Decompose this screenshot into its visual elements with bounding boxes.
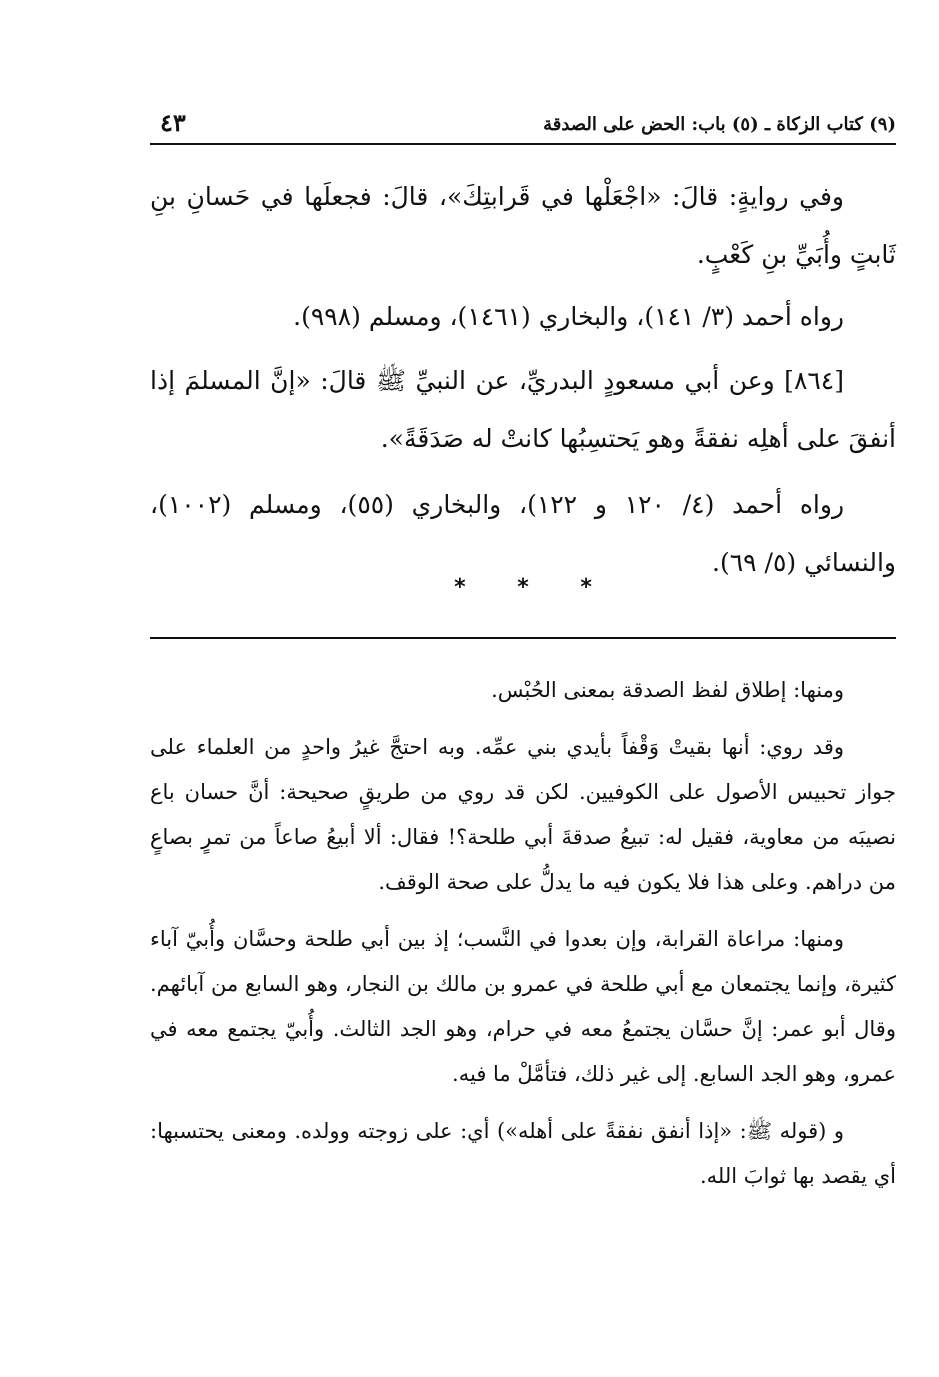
section-separator: * * * (454, 575, 592, 600)
footnote-rule (150, 637, 896, 639)
commentary-paragraph: ومنها: مراعاة القرابة، وإن بعدوا في النَّسب؛ إذ بين أبي طلحة وحسَّان وأُبيّ آباء كثيرة، وإنما يجتمعان مع أبي طلحة في عمرو بن مالك بن النجار، وهو السابع من آبائهم. وقال أبو عمر: إنَّ حسَّان يجتمعُ معه في حرام، وهو الجد الثالث. وأُبيّ يجتمع معه في عمرو، وهو الجد السابع. إلى غير ذلك، فتأمَّلْ ما فيه. (150, 927, 896, 1086)
commentary-text (150, 668, 896, 1199)
commentary-paragraph: وقد روي: أنها بقيتْ وَقْفاً بأيدي بني عمِّه. وبه احتجَّ غيرُ واحدٍ من العلماء على جواز تحبيس الأصول على الكوفيين. لكن قد روي من طريقٍ صحيحة: أنَّ حسان باع نصيبَه من معاوية، فقيل له: تبيعُ صدقةَ أبي طلحة؟! فقال: ألا أبيعُ صاعاً من تمرٍ بصاعٍ من دراهم. وعلى هذا فلا يكون فيه ما يدلُّ على صحة الوقف. (150, 735, 896, 894)
running-title: (٩) كتاب الزكاة ـ (٥) باب: الحض على الصدقة (543, 114, 896, 135)
commentary-paragraph: ومنها: إطلاق لفظ الصدقة بمعنى الحُبْس. (491, 678, 844, 702)
source-citation: رواه أحمد (٣/ ١٤١)، والبخاري (١٤٦١)، ومسلم (٩٩٨). (293, 302, 844, 331)
hadith-paragraph: [٨٦٤] وعن أبي مسعودٍ البدريِّ، عن النبيِّ ﷺ قالَ: «إنَّ المسلمَ إذا أنفقَ على أهلِه نفقةً وهو يَحتسِبُها كانتْ له صَدَقَةً». (150, 366, 896, 453)
header-rule (150, 143, 896, 145)
main-text (150, 168, 896, 592)
running-header (150, 108, 896, 142)
source-citation: رواه أحمد (٤/ ١٢٠ و ١٢٢)، والبخاري (٥٥)، ومسلم (١٠٠٢)، والنسائي (٥/ ٦٩). (150, 490, 896, 577)
commentary-paragraph: و (قوله ﷺ: «إذا أنفق نفقةً على أهله») أي: على زوجته وولده. ومعنى يحتسبها: أي يقصد بها ثوابَ الله. (150, 1119, 896, 1188)
page-number: ٤٣ (160, 108, 186, 137)
narration-paragraph: وفي روايةٍ: قالَ: «اجْعَلْها في قَرابتِكَ»، قالَ: فجعلَها في حَسانِ بنِ ثَابتٍ وأُبَيِّ بنِ كَعْبٍ. (150, 182, 896, 269)
